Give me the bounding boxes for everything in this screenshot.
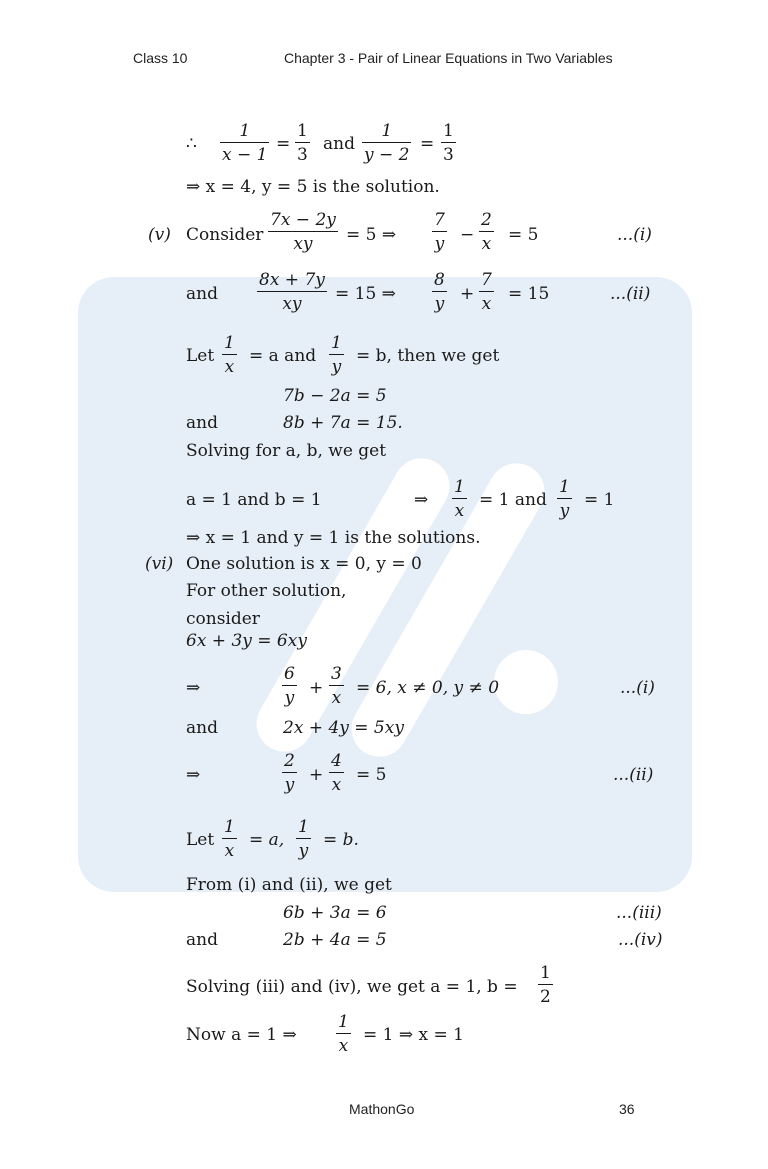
implies-symbol: ⇒ — [186, 678, 201, 698]
denominator: xy — [268, 231, 338, 254]
numerator: 8x + 7y — [259, 270, 325, 290]
equation-2b: 2b + 4a = 5 — [283, 930, 387, 950]
solution-line-2: ⇒ x = 1 and y = 1 is the solutions. — [186, 528, 481, 548]
fraction — [479, 210, 494, 254]
denominator: x — [329, 772, 344, 795]
let-word: Let — [186, 830, 215, 850]
watermark-dot — [494, 650, 558, 714]
equation-tag: ...(ii) — [613, 765, 654, 785]
fraction — [296, 817, 311, 861]
fraction — [336, 1012, 351, 1056]
equals-implies: = 15 ⇒ — [335, 284, 396, 304]
and-word: and — [323, 134, 355, 154]
fraction — [329, 664, 344, 708]
equals-a-and: = a and — [249, 346, 317, 366]
numerator: 1 — [338, 1012, 349, 1032]
denominator: y − 2 — [362, 142, 411, 165]
denominator: x — [479, 291, 494, 314]
fraction — [282, 751, 297, 795]
equation-7b: 7b − 2a = 5 — [283, 386, 387, 406]
numerator: 1 — [331, 333, 342, 353]
equals-one-and: = 1 and — [479, 490, 547, 510]
fraction — [441, 121, 456, 165]
numerator: 1 — [540, 963, 551, 983]
equals-b-text: = b, then we get — [356, 346, 500, 366]
numerator: 1 — [443, 121, 454, 141]
footer-brand: MathonGo — [349, 1101, 415, 1117]
plus-sign: + — [460, 284, 475, 304]
denominator: xy — [257, 291, 327, 314]
equals: = 5 — [508, 225, 539, 245]
equation-2x: 2x + 4y = 5xy — [283, 718, 404, 738]
numerator: 8 — [434, 270, 445, 290]
equation-tag: ...(i) — [620, 678, 655, 698]
denominator: x — [336, 1033, 351, 1056]
equals-implies: = 5 ⇒ — [346, 225, 397, 245]
numerator: 7 — [481, 270, 492, 290]
numerator: 7x − 2y — [270, 210, 336, 230]
part-label-vi: (vi) — [145, 554, 174, 574]
numerator: 1 — [297, 121, 308, 141]
plus-sign: + — [309, 765, 324, 785]
numerator: 3 — [331, 664, 342, 684]
equals: = — [420, 134, 435, 154]
denominator: x — [452, 498, 467, 521]
part-label-v: (v) — [148, 225, 171, 245]
equals-b: = b. — [323, 830, 359, 850]
and-word: and — [186, 718, 218, 738]
numerator: 1 — [381, 121, 393, 141]
plus-sign: + — [309, 678, 324, 698]
denominator: 3 — [295, 142, 310, 165]
implies-symbol: ⇒ — [186, 765, 201, 785]
denominator: x — [222, 838, 237, 861]
fraction — [282, 664, 297, 708]
let-word: Let — [186, 346, 215, 366]
therefore-symbol: ∴ — [186, 134, 197, 154]
equals: = 15 — [508, 284, 550, 304]
header-class: Class 10 — [133, 50, 188, 66]
fraction — [329, 751, 344, 795]
denominator: x — [479, 231, 494, 254]
equation-rest: = 5 — [356, 765, 387, 785]
numerator: 4 — [331, 751, 342, 771]
denominator: y — [282, 685, 297, 708]
and-word: and — [186, 413, 218, 433]
equation-tag: ...(ii) — [610, 284, 651, 304]
solving-text: Solving (iii) and (iv), we get a = 1, b = — [186, 977, 518, 997]
equals-a: = a, — [249, 830, 285, 850]
fraction — [220, 121, 269, 165]
fraction — [432, 210, 447, 254]
fraction — [452, 477, 467, 521]
denominator: 3 — [441, 142, 456, 165]
fraction — [329, 333, 344, 377]
numerator: 1 — [239, 121, 251, 141]
numerator: 6 — [284, 664, 295, 684]
equals-one: = 1 — [584, 490, 615, 510]
equation-6b: 6b + 3a = 6 — [283, 903, 387, 923]
numerator: 1 — [224, 333, 235, 353]
numerator: 7 — [434, 210, 445, 230]
minus-sign: − — [460, 225, 475, 245]
ab-values: a = 1 and b = 1 — [186, 490, 322, 510]
equation-8b: 8b + 7a = 15. — [283, 413, 403, 433]
numerator: 2 — [284, 751, 295, 771]
equation-6x: 6x + 3y = 6xy — [186, 631, 307, 651]
from-text: From (i) and (ii), we get — [186, 875, 392, 895]
numerator: 2 — [481, 210, 492, 230]
denominator: x — [329, 685, 344, 708]
denominator: x — [222, 354, 237, 377]
consider-text: consider — [186, 609, 260, 629]
fraction — [362, 121, 411, 165]
equation-tag: ...(iv) — [618, 930, 663, 950]
denominator: x − 1 — [220, 142, 269, 165]
denominator: y — [296, 838, 311, 861]
denominator: y — [432, 291, 447, 314]
fraction — [432, 270, 447, 314]
now-rest: = 1 ⇒ x = 1 — [363, 1025, 464, 1045]
numerator: 1 — [454, 477, 465, 497]
other-solution-text: For other solution, — [186, 581, 347, 601]
footer-page-number: 36 — [619, 1101, 635, 1117]
numerator: 1 — [298, 817, 309, 837]
fraction — [295, 121, 310, 165]
fraction — [479, 270, 494, 314]
equation-tag: ...(iii) — [616, 903, 662, 923]
denominator: y — [329, 354, 344, 377]
one-solution-text: One solution is x = 0, y = 0 — [186, 554, 422, 574]
fraction — [257, 270, 327, 314]
denominator: y — [557, 498, 572, 521]
solution-line-1: ⇒ x = 4, y = 5 is the solution. — [186, 177, 440, 197]
and-word: and — [186, 284, 218, 304]
fraction — [557, 477, 572, 521]
equals: = — [276, 134, 291, 154]
fraction — [222, 333, 237, 377]
denominator: 2 — [538, 984, 553, 1007]
numerator: 1 — [224, 817, 235, 837]
implies-symbol: ⇒ — [414, 490, 429, 510]
equation-tag: ...(i) — [617, 225, 652, 245]
fraction — [222, 817, 237, 861]
fraction — [268, 210, 338, 254]
solving-text: Solving for a, b, we get — [186, 441, 387, 461]
numerator: 1 — [559, 477, 570, 497]
fraction — [538, 963, 553, 1007]
equation-rest: = 6, x ≠ 0, y ≠ 0 — [356, 678, 500, 698]
and-word: and — [186, 930, 218, 950]
denominator: y — [432, 231, 447, 254]
now-text: Now a = 1 ⇒ — [186, 1025, 297, 1045]
denominator: y — [282, 772, 297, 795]
consider-word: Consider — [186, 225, 264, 245]
header-chapter: Chapter 3 - Pair of Linear Equations in Two Variables — [284, 50, 613, 66]
